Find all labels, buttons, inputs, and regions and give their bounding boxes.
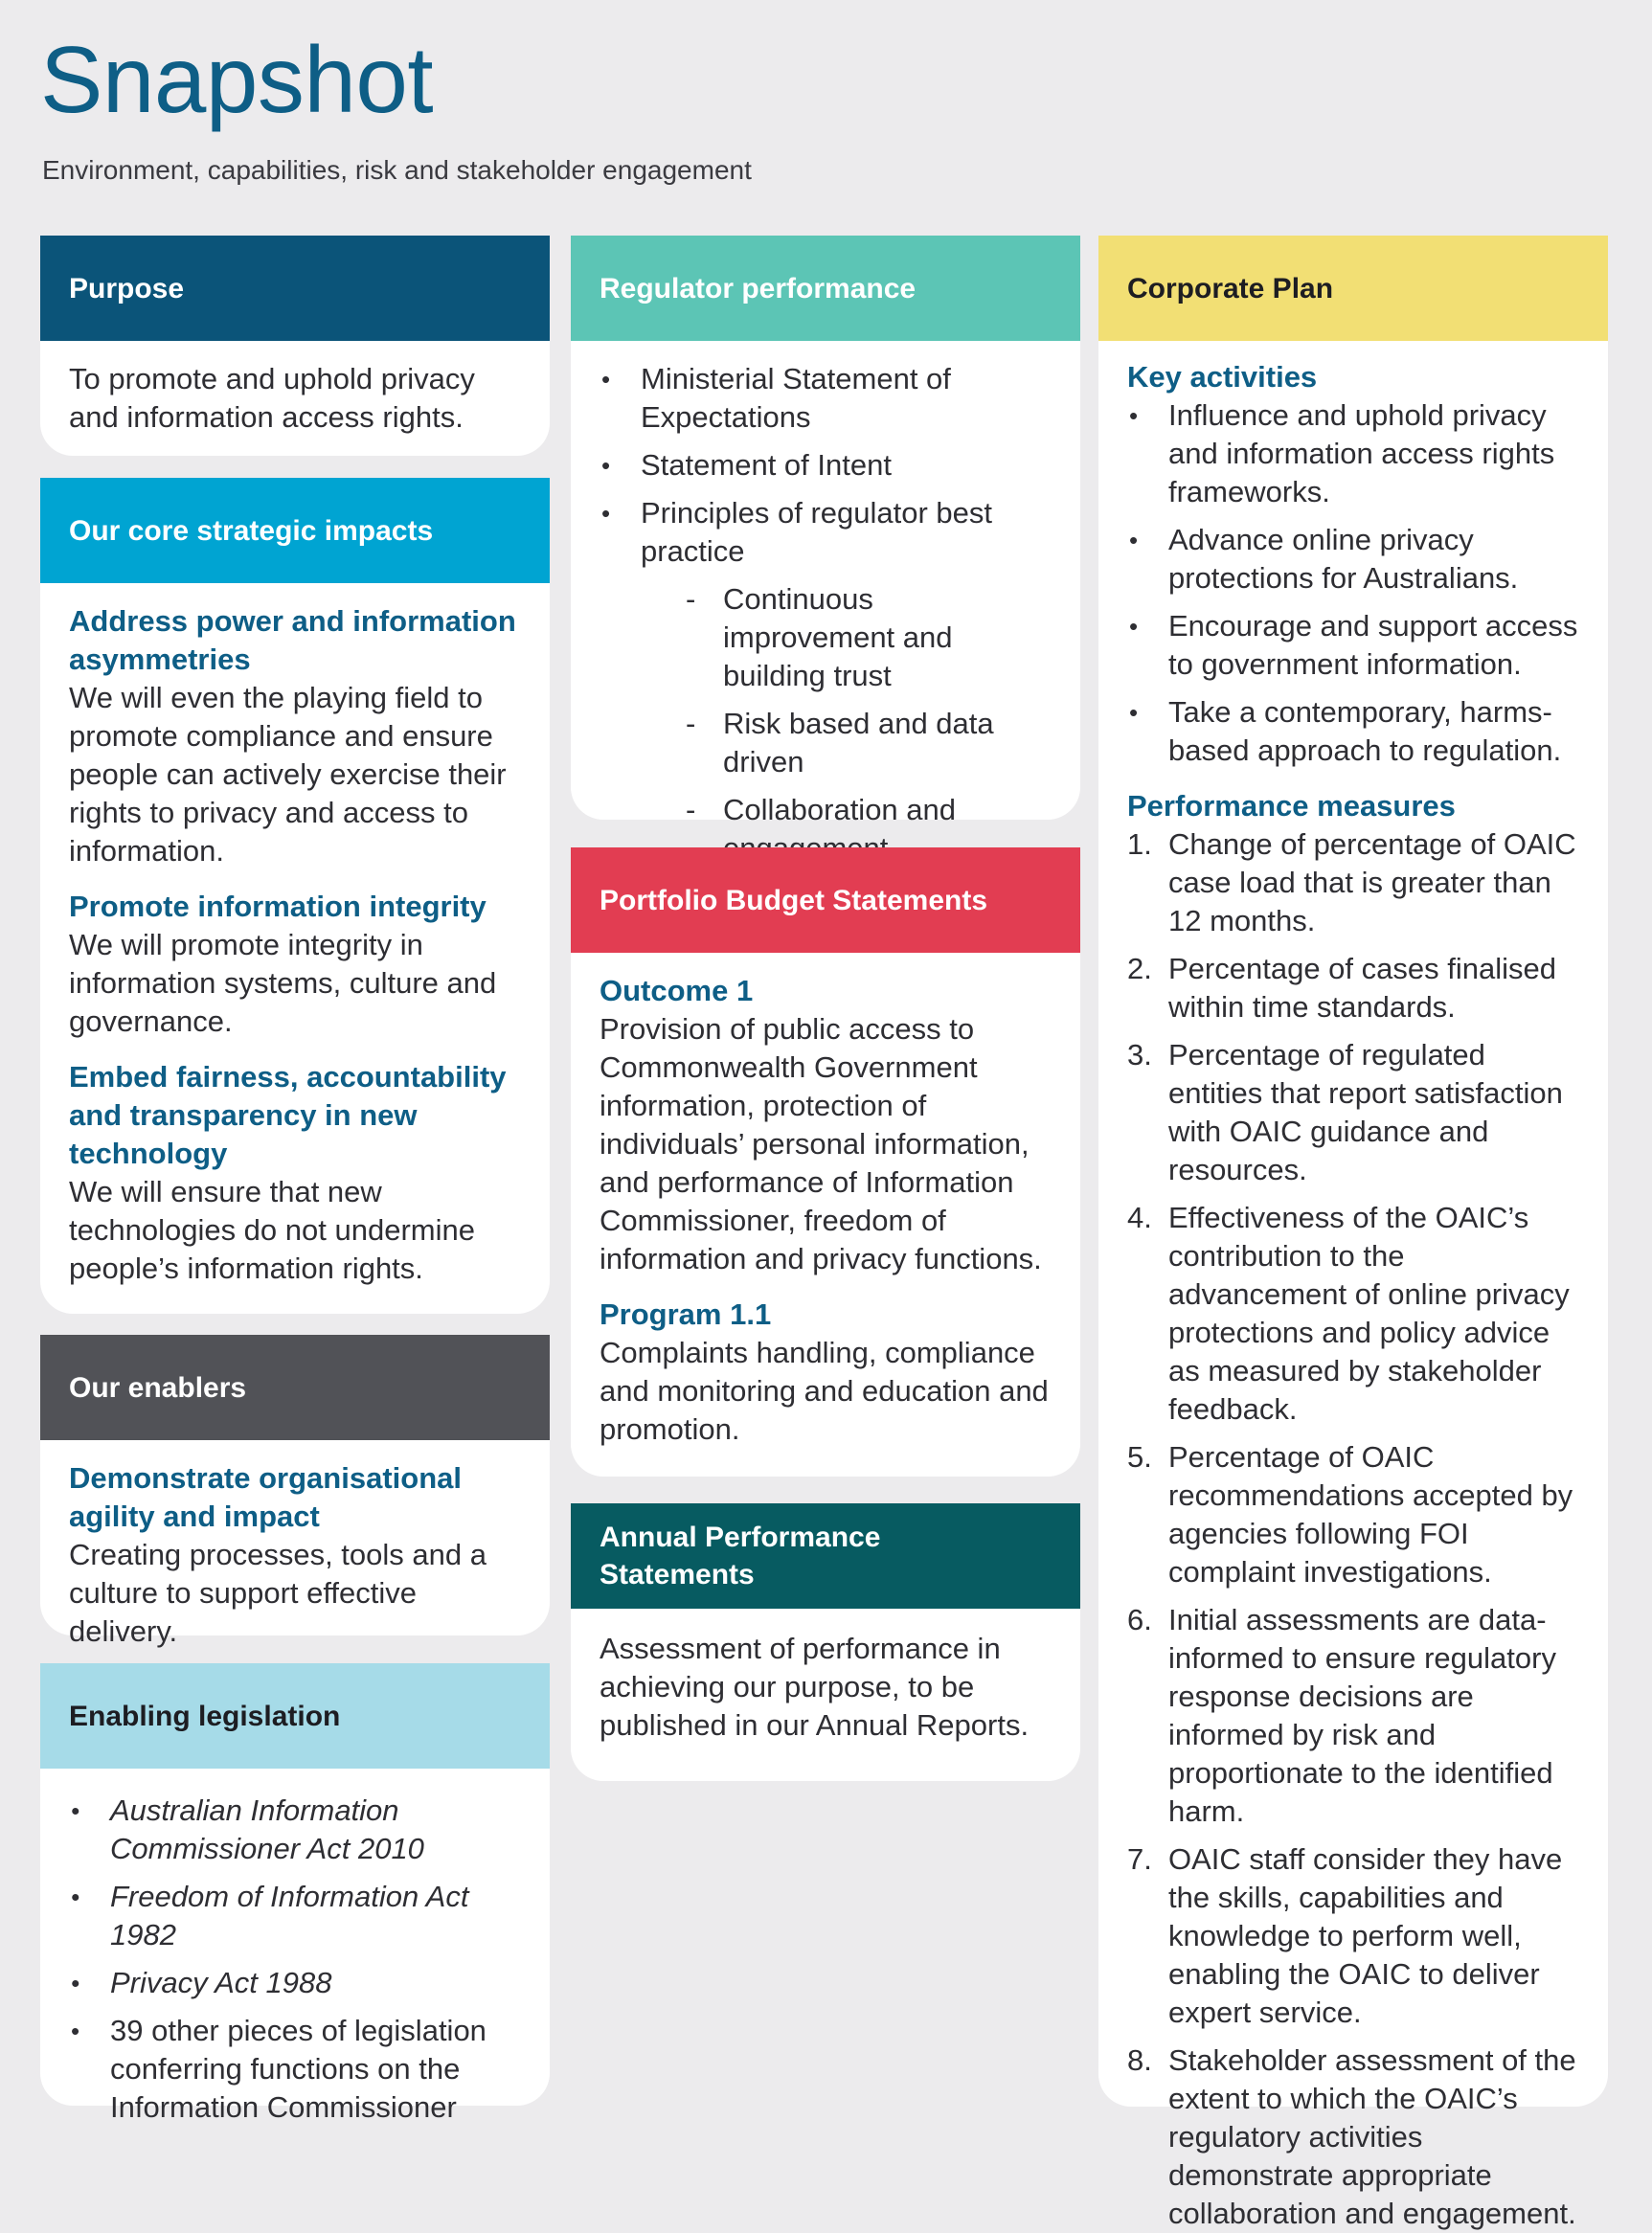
measure-item: [1127, 1601, 1579, 1831]
impact-text: We will promote integrity in information systems, culture and governance.: [69, 928, 497, 1038]
page-title: Snapshot: [40, 27, 434, 132]
activities-title: Key activities: [1127, 360, 1318, 394]
legislation-card: [40, 1663, 550, 2124]
pbs-card: [571, 847, 1080, 1477]
legislation-item: • Australian Information Commissioner Act 2010: [69, 1792, 521, 1868]
regulator-item: • Ministerial Statement of Expectations: [600, 360, 1052, 437]
legislation-item: • 39 other pieces of legislation conferring functions on the Information Commissioner: [69, 2012, 521, 2127]
measure-text: Percentage of cases finalised within time standards.: [1168, 952, 1556, 1024]
measure-number: 4.: [1127, 1201, 1152, 1234]
corporate-card: [1098, 236, 1608, 2230]
impact-text: We will even the playing field to promote compliance and ensure people can actively exercise their rights to privacy and access to information.: [69, 681, 507, 868]
program-text: Complaints handling, compliance and monitoring and education and promotion.: [600, 1336, 1049, 1446]
impact-text: We will ensure that new technologies do not undermine people’s information rights.: [69, 1175, 475, 1285]
corporate-card-header: [1098, 236, 1608, 341]
activity-item: • Advance online privacy protections for Australians.: [1127, 521, 1579, 598]
regulator-item: • Statement of Intent: [600, 446, 1052, 485]
measure-item: [1127, 1840, 1579, 2032]
activity-item: • Influence and uphold privacy and information access rights frameworks.: [1127, 396, 1579, 511]
purpose-card-header: [40, 236, 550, 341]
measure-text: Change of percentage of OAIC case load that is greater than 12 months.: [1168, 827, 1576, 937]
legislation-item: • Freedom of Information Act 1982: [69, 1878, 521, 1954]
regulator-heading: Regulator performance: [600, 272, 917, 304]
outcome-title: Outcome 1: [600, 974, 754, 1007]
measure-item: [1127, 825, 1579, 940]
outcome-text: Provision of public access to Commonwealth Government information, protection of individuals’ personal information, and performance of Information Commissioner, freedom of information and privacy functions.: [600, 1012, 1042, 1275]
measure-item: [1127, 2041, 1579, 2233]
activity-item: • Encourage and support access to government information.: [1127, 607, 1579, 684]
pbs-heading: Portfolio Budget Statements: [600, 884, 988, 916]
regulator-subitem: - Collaboration and: [682, 791, 1052, 868]
measure-item: [1127, 1036, 1579, 1189]
pbs-card-header: [571, 847, 1080, 953]
purpose-text: To promote and uphold privacy and information access rights.: [69, 362, 475, 434]
page-subtitle: Environment, capabilities, risk and stakeholder engagement: [42, 155, 752, 185]
measure-number: 3.: [1127, 1038, 1152, 1071]
measure-text: OAIC staff consider they have the skills, capabilities and knowledge to perform well, enabling the OAIC to deliver expert service.: [1168, 1842, 1563, 2029]
program-title: Program 1.1: [600, 1297, 772, 1331]
enablers-title: Demonstrate organisational agility and impact: [69, 1461, 462, 1533]
measure-number: 8.: [1127, 2043, 1152, 2077]
impact-title: Address power and information asymmetries: [69, 604, 516, 676]
purpose-heading: Purpose: [69, 272, 185, 304]
regulator-item: [600, 494, 1052, 868]
measure-text: Stakeholder assessment of the extent to which the OAIC’s regulatory activities demonstrate appropriate collaboration and engagement.: [1168, 2043, 1576, 2230]
enablers-text: Creating processes, tools and a culture to support effective delivery.: [69, 1538, 487, 1648]
enablers-card: [40, 1335, 550, 1648]
legislation-card-header: [40, 1663, 550, 1769]
aps-heading: Annual Performance Statements: [600, 1522, 881, 1590]
measures-title: Performance measures: [1127, 789, 1456, 823]
impacts-heading: Our core strategic impacts: [69, 514, 434, 547]
measure-text: Effectiveness of the OAIC’s contribution to the advancement of online privacy protections and policy advice as measured by stakeholder feedback.: [1168, 1201, 1570, 1426]
corporate-heading: Corporate Plan: [1127, 272, 1334, 304]
regulator-item-label: Principles of regulator best practice: [641, 496, 993, 568]
impact-title: Embed fairness, accountability and transparency in new technology: [69, 1060, 507, 1170]
purpose-card: [40, 236, 550, 456]
measure-number: 2.: [1127, 952, 1152, 985]
regulator-subitem: - Continuous improvement and building trust: [682, 580, 1052, 695]
measure-item: [1127, 950, 1579, 1026]
impacts-card-header: [40, 478, 550, 583]
impacts-card: [40, 478, 550, 1314]
measure-text: Percentage of regulated entities that report satisfaction with OAIC guidance and resources.: [1168, 1038, 1563, 1186]
measure-number: 5.: [1127, 1440, 1152, 1474]
regulator-subitem: - Risk based and data driven: [682, 705, 1052, 781]
activity-item: • Take a contemporary, harms-based approach to regulation.: [1127, 693, 1579, 770]
legislation-item: • Privacy Act 1988: [69, 1964, 521, 2002]
regulator-card: [571, 236, 1080, 826]
impact-title: Promote information integrity: [69, 890, 487, 923]
aps-card-header: [571, 1503, 1080, 1609]
aps-card: [571, 1503, 1080, 1781]
measure-number: 1.: [1127, 827, 1152, 861]
measure-number: 6.: [1127, 1603, 1152, 1636]
enablers-heading: Our enablers: [69, 1371, 247, 1404]
aps-text: Assessment of performance in achieving our purpose, to be published in our Annual Reports.: [600, 1632, 1030, 1742]
enablers-card-header: [40, 1335, 550, 1440]
measure-item: [1127, 1199, 1579, 1429]
measure-text: Percentage of OAIC recommendations accepted by agencies following FOI complaint investigations.: [1168, 1440, 1573, 1589]
regulator-card-header: [571, 236, 1080, 341]
measure-text: Initial assessments are data-informed to ensure regulatory response decisions are informed by risk and proportionate to the identified harm.: [1168, 1603, 1556, 1828]
measure-number: 7.: [1127, 1842, 1152, 1876]
measure-item: [1127, 1438, 1579, 1591]
legislation-heading: Enabling legislation: [69, 1700, 341, 1732]
